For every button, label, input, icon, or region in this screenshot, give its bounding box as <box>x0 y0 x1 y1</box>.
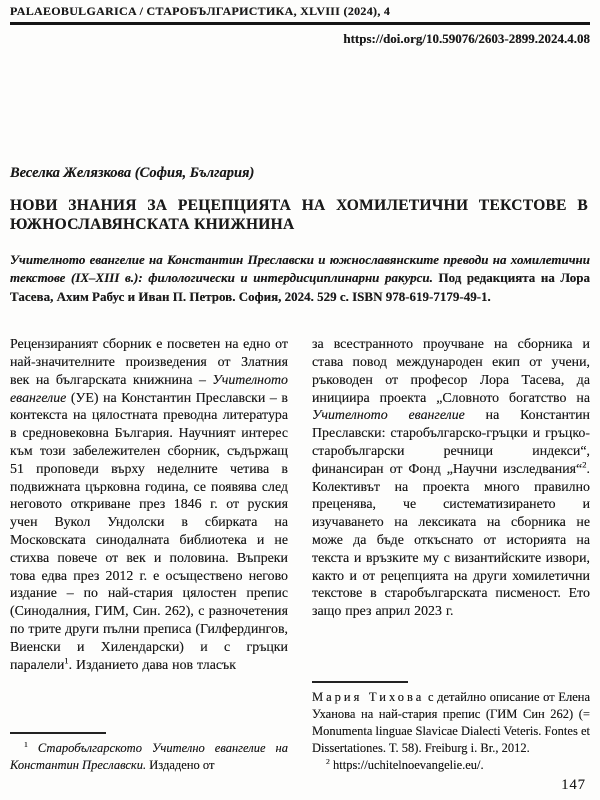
left-column <box>10 336 288 774</box>
footnote-block-right <box>312 681 590 774</box>
footnote-1: $^1$ Старобългарското Учително евангелие на Константин Преславски. Издадено от <box>10 740 288 773</box>
body-paragraph-right: за всестранното проучване на сборника и става повод международен екип от учени, ръководен от професор Лора Тасева, да инициира проекта „Словното богатство на Учителното евангелие на Константин Преславски: старобългарско-гръцки и гръцко-старобългарски речници индекси“, финансиран от Фонд „Научни изследвания“$^2$. Колективът на проекта много правилно преценява, че систематизирането и изучаването на лексиката на сборника не може да бъде откъснато от историята на текста и връзките му с византийските извори, както и от рецепцията на други хомилетични текстове в старобългарската писменост. Ето защо през април 2023 г. <box>312 337 590 620</box>
header-rule <box>10 22 590 25</box>
page-number: 147 <box>561 777 586 793</box>
footnote-separator-right <box>312 681 408 683</box>
article-title: НОВИ ЗНАНИЯ ЗА РЕЦЕПЦИЯТА НА ХОМИЛЕТИЧНИ ТЕКСТОВЕ В ЮЖНОСЛАВЯНСКАТА КНИЖНИНА <box>10 196 588 233</box>
author-line: Веселка Желязкова (София, България) <box>10 164 255 181</box>
footnote-1-continuation: Мария Тихова с детайлно описание от Елена Уханова на най-стария препис (ГИМ Син 262) (= Monumenta linguae Slavicae Dialecti Veteris. Fontes et Dissertationes. T. 58). Freiburg i. Br., 2012. <box>312 690 590 756</box>
right-column <box>312 336 590 774</box>
body-paragraph-left: Рецензираният сборник е посветен на едно от най-значителните произведения от Златния век на българската книжнина – Учителното евангелие (УЕ) на Константин Преславски – в контекста на цялостната преводна литература в средновековна България. Научният интерес към този забележителен сборник, съдържащ 51 проповеди върху неделните четива в подвижната църковна година, се появява след неговото откриване през 1846 г. от руския учен Вукол Ундолски в сбирката на Московската синодалната библиотека и не стихва повече от век и половина. Въпреки това едва през 2012 г. е осъществено негово издание – по най-стария цялостен препис (Синодалния, ГИМ, Син. 262), с разночетения по трите други пълни преписа (Гилфердингов, Виенски и Хилендарски) и с гръцки паралели$^1$. Изданието дава нов тласък <box>10 337 289 673</box>
footnote-separator-left <box>10 732 106 734</box>
footnote-block-left <box>10 732 288 774</box>
reviewed-book-reference: Учителното евангелие на Константин Преславски и южнославянските преводи на хомилетични текстове (IX–XIII в.): филологически и интердисциплинарни ракурси. Под редакцията на Лора Тасева, Ахим Рабус и Иван П. Петров. София, 2024. 529 с. ISBN 978-619-7179-49-1. <box>10 251 590 304</box>
journal-header: PALAEOBULGARICA / СТАРОБЪЛГАРИСТИКА, XLVIII (2024), 4 <box>10 4 391 18</box>
doi-text: https://doi.org/10.59076/2603-2899.2024.4.08 <box>343 30 590 46</box>
two-column-body <box>10 336 590 774</box>
footnote-2: $^2$ https://uchitelnoevangelie.eu/. <box>326 757 484 773</box>
